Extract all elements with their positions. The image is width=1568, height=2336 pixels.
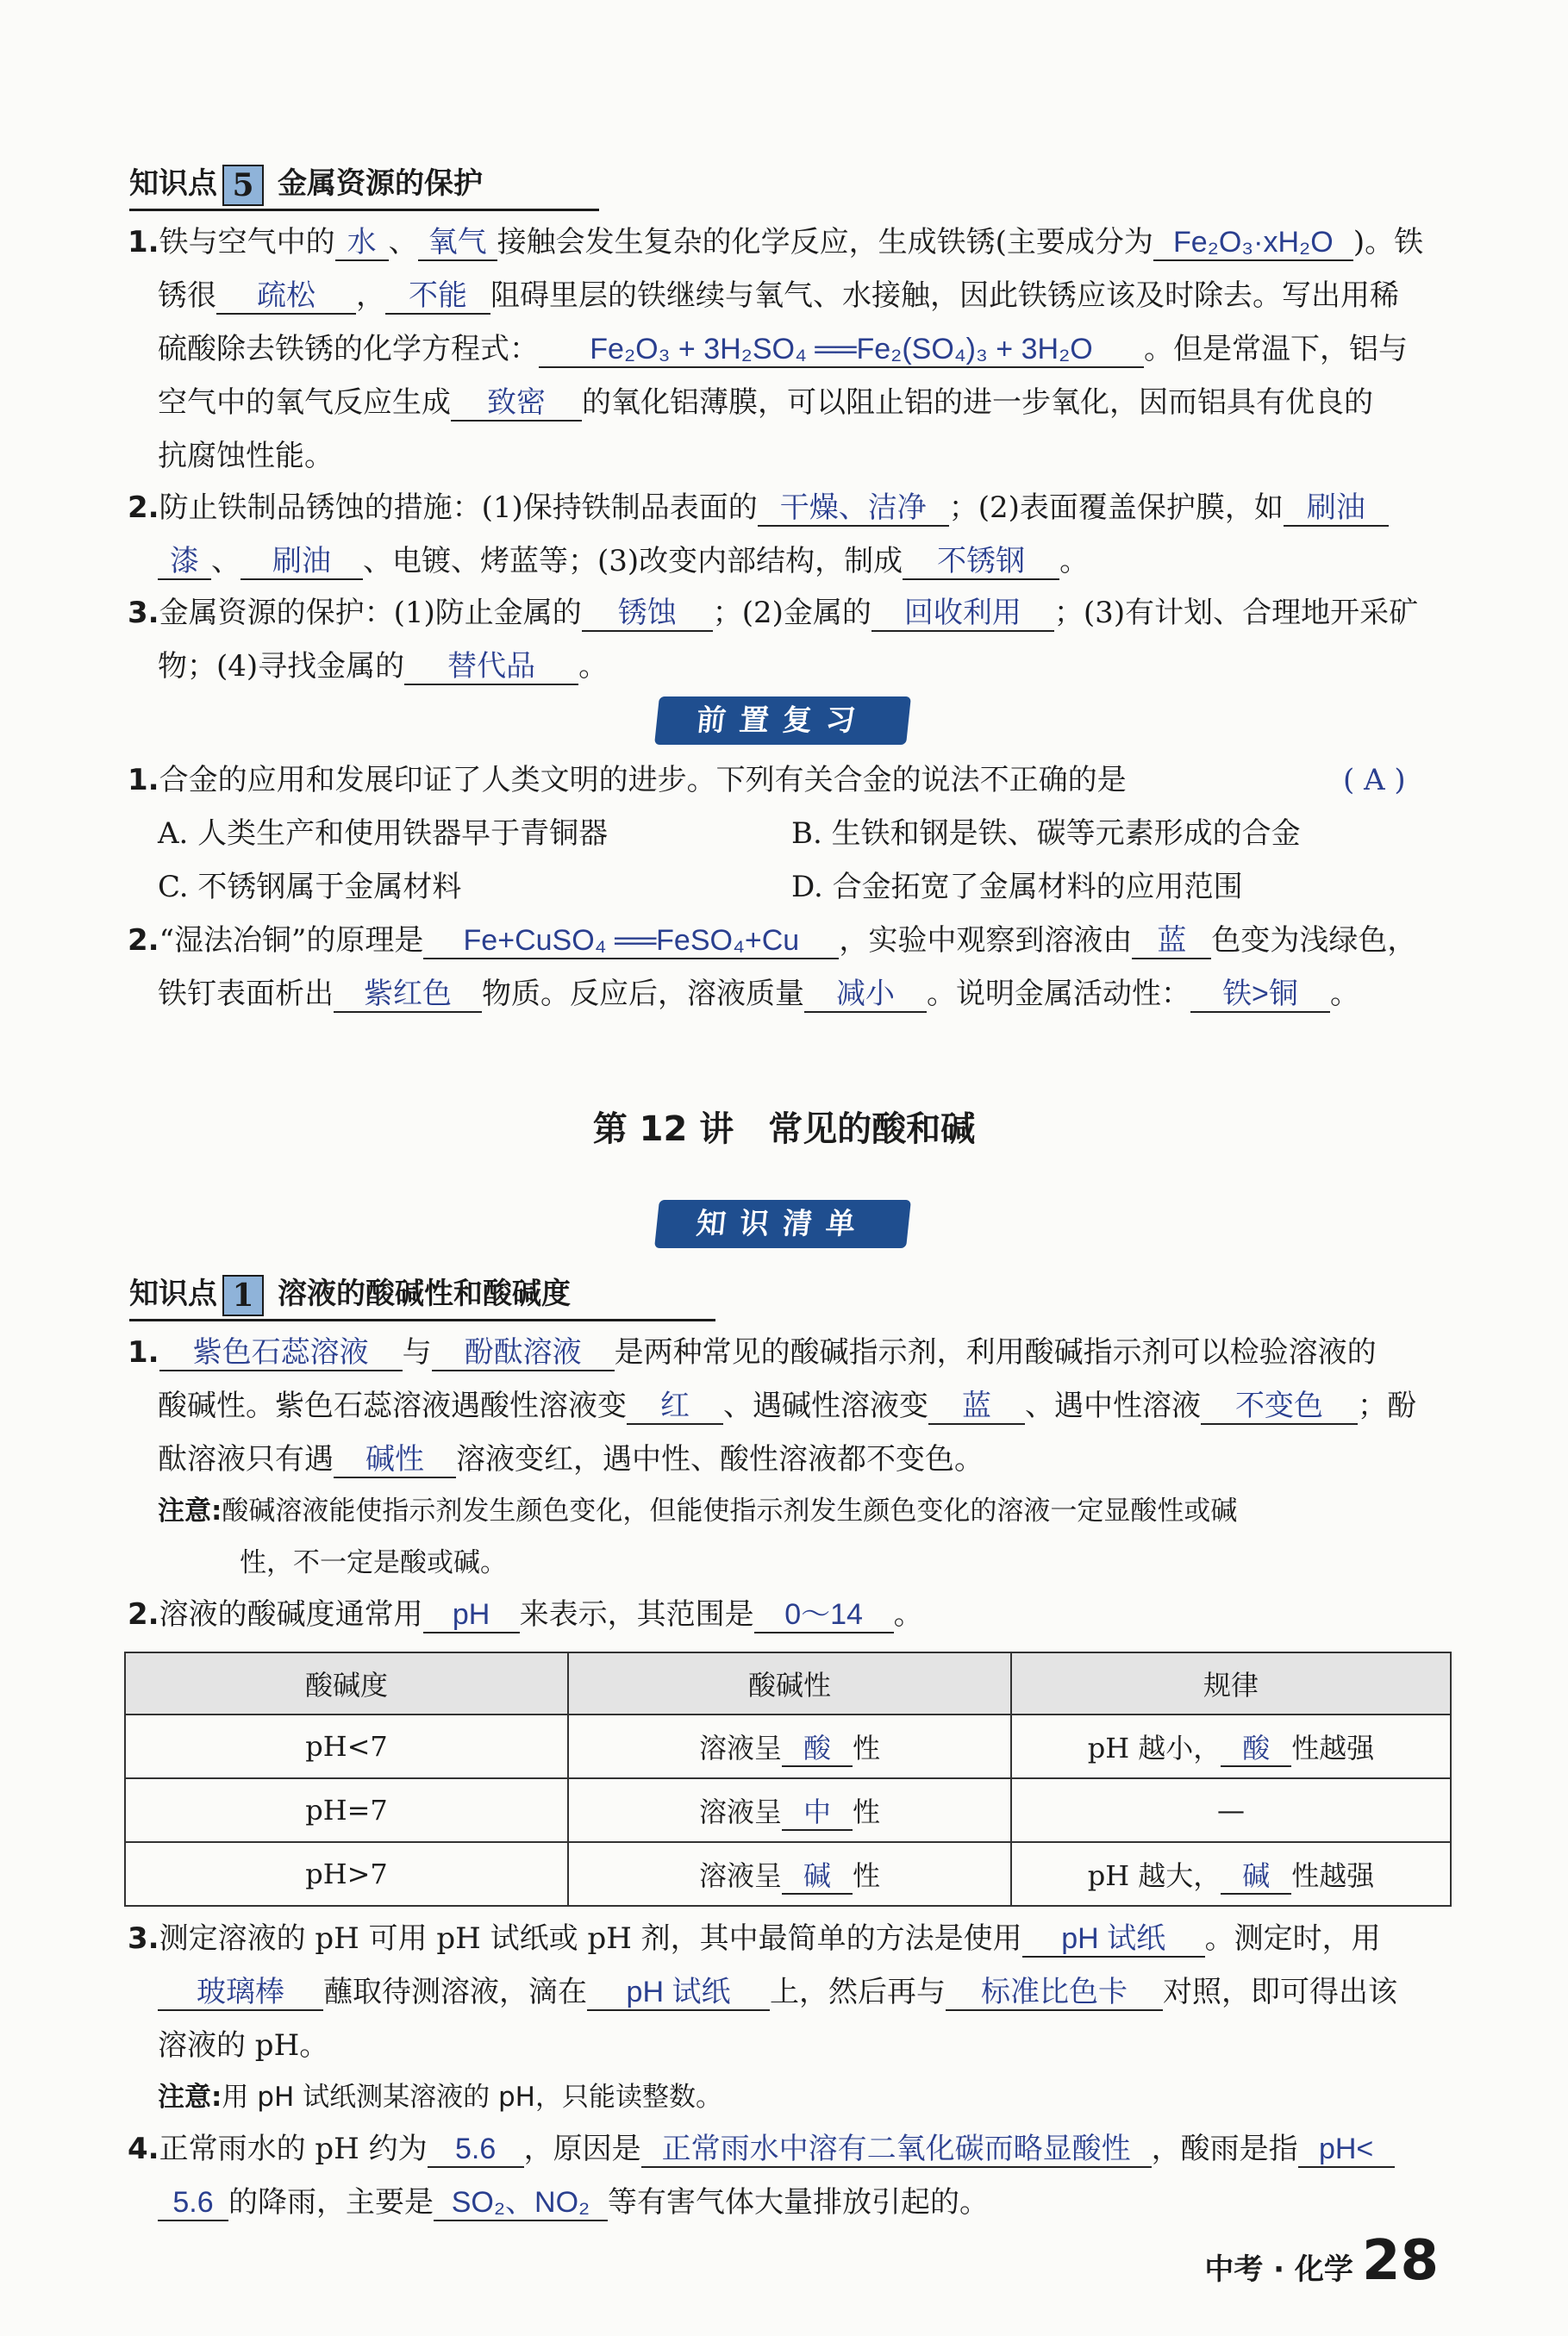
answer-blank: 疏松 (216, 278, 356, 315)
k5-q2-line2: 漆 、 刷油 、电镀、烤蓝等；(3)改变内部结构，制成 不锈钢 。 (0, 541, 1568, 581)
answer-blank: 刷油 (1284, 490, 1389, 527)
page-number: 28 (1361, 2229, 1439, 2293)
k1-q1-line3: 酞溶液只有遇 碱性 溶液变红，遇中性、酸性溶液都不变色。 (158, 1442, 984, 1477)
answer-blank: pH (423, 1597, 520, 1633)
answer-blank: pH< (1298, 2132, 1395, 2168)
answer-blank: 紫红色 (334, 977, 482, 1013)
k1-q3-line1: 3.测定溶液的 pH 可用 pH 试纸或 pH 剂，其中最简单的方法是使用 pH 试纸 。测定时，用 (128, 1921, 1381, 1956)
answer-blank: 刷油 (241, 544, 363, 580)
k1-q1-line2: 酸碱性。紫色石蕊溶液遇酸性溶液变 红 、遇碱性溶液变 蓝 、遇中性溶液 不变色 ；酚 (158, 1389, 1416, 1423)
section-underline (129, 1319, 715, 1321)
answer-blank: 减小 (804, 977, 927, 1013)
section-label: 知识点 (129, 1277, 217, 1311)
k5-q2-line1: 2.防止铁制品锈蚀的措施：(1)保持铁制品表面的 干燥、洁净 ；(2)表面覆盖保护膜，如 刷油 (0, 488, 1568, 528)
review-banner: 前置复习 (654, 696, 911, 745)
answer-blank: SO₂、NO₂ (434, 2185, 608, 2221)
answer-blank: 氧气 (418, 225, 497, 261)
answer-blank: pH 试纸 (1022, 1921, 1205, 1958)
section-title: 金属资源的保护 (278, 166, 483, 201)
answer-blank: 水 (335, 225, 389, 261)
review-q1-stem: 1.合金的应用和发展印证了人类文明的进步。下列有关合金的说法不正确的是 (128, 763, 1127, 797)
answer-blank: 红 (627, 1389, 723, 1425)
k1-q3-note: 注意:用 pH 试纸测某溶液的 pH，只能读整数。 (158, 2082, 722, 2113)
k1-q1-note-line1: 注意:酸碱溶液能使指示剂发生颜色变化，但能使指示剂发生颜色变化的溶液一定显酸性或碱 (158, 1496, 1238, 1527)
k5-q1-line5: 抗腐蚀性能。 (158, 439, 334, 473)
k5-q1-line1: 1.铁与空气中的 水 、 氧气 接触会发生复杂的化学反应，生成铁锈(主要成分为 Fe₂O₃·xH₂O )。铁 (128, 225, 1424, 259)
review-q2-line2: 铁钉表面析出 紫红色 物质。反应后，溶液质量 减小 。说明金属活动性： 铁>铜 。 (158, 977, 1359, 1011)
k1-q3-line3: 溶液的 pH。 (158, 2028, 329, 2063)
answer-blank: 替代品 (404, 649, 578, 685)
table-header-row (125, 1652, 1451, 1715)
option-a: A. 人类生产和使用铁器早于青铜器 (158, 816, 609, 851)
table-header: 酸碱度 (125, 1652, 568, 1715)
k5-q1-line3: 硫酸除去铁锈的化学方程式： Fe₂O₃ + 3H₂SO₄ ══Fe₂(SO₄)₃ + 3H₂O 。但是常温下，铝与 (158, 332, 1408, 366)
answer-blank: 不变色 (1201, 1389, 1358, 1425)
table-header: 规律 (1011, 1652, 1451, 1715)
answer-blank: 碱性 (334, 1442, 456, 1478)
answer-blank: 不能 (385, 278, 490, 315)
section-heading-k1 (129, 1272, 571, 1316)
answer-blank: 酸 (782, 1731, 853, 1767)
ph-table (124, 1652, 1452, 1907)
answer-blank: 5.6 (158, 2185, 228, 2221)
answer-blank: 酚酞溶液 (432, 1335, 615, 1371)
answer-blank: 蓝 (1132, 923, 1211, 959)
table-row: pH>7 溶液呈 碱 性 pH 越大， 碱 性越强 (125, 1842, 1451, 1906)
answer-blank: 5.6 (428, 2132, 524, 2168)
table-header: 酸碱性 (568, 1652, 1011, 1715)
section-underline (129, 209, 599, 211)
k1-q2-line: 2.溶液的酸碱度通常用 pH 来表示，其范围是 0～14 。 (128, 1597, 923, 1632)
answer-blank: Fe₂O₃ + 3H₂SO₄ ══Fe₂(SO₄)₃ + 3H₂O (539, 332, 1144, 368)
answer-blank: 致密 (451, 385, 582, 422)
k1-q4-line2: 5.6 的降雨，主要是 SO₂、NO₂ 等有害气体大量排放引起的。 (0, 2183, 1568, 2222)
table-row: pH<7 溶液呈 酸 性 pH 越小， 酸 性越强 (125, 1715, 1451, 1778)
review-q2-line1: 2.“湿法冶铜”的原理是 Fe+CuSO₄ ══FeSO₄+Cu ，实验中观察到溶液由 蓝 色变为浅绿色， (128, 923, 1417, 958)
section-number-badge: 5 (222, 165, 264, 206)
section-label: 知识点 (129, 166, 217, 201)
answer-blank: 紫色石蕊溶液 (159, 1335, 403, 1371)
answer-blank: 碱 (782, 1858, 853, 1895)
answer-blank: 干燥、洁净 (758, 490, 949, 527)
answer-blank: 不锈钢 (903, 544, 1059, 580)
answer-blank: 锈蚀 (582, 596, 713, 632)
answer-blank: Fe₂O₃·xH₂O (1153, 225, 1353, 261)
answer-blank: 碱 (1221, 1858, 1291, 1895)
option-d: D. 合金拓宽了金属材料的应用范围 (791, 870, 1243, 904)
k5-q1-line2: 锈很 疏松 ， 不能 阻碍里层的铁继续与氧气、水接触，因此铁锈应该及时除去。写出用稀 (158, 278, 1399, 313)
k1-q3-line2: 玻璃棒 蘸取待测溶液，滴在 pH 试纸 上，然后再与 标准比色卡 对照，即可得出该 (0, 1972, 1568, 2012)
option-b: B. 生铁和钢是铁、碳等元素形成的合金 (791, 816, 1301, 851)
review-q1-answer: ( A ) (1343, 763, 1406, 797)
k5-q3-line2: 物；(4)寻找金属的 替代品 。 (158, 649, 609, 684)
answer-blank: 标准比色卡 (946, 1975, 1163, 2011)
answer-blank: 中 (782, 1795, 853, 1831)
answer-blank: 正常雨水中溶有二氧化碳而略显酸性 (641, 2132, 1152, 2168)
k5-q1-line4: 空气中的氧气反应生成 致密 的氧化铝薄膜，可以阻止铝的进一步氧化，因而铝具有优良的 (158, 385, 1373, 420)
answer-blank: 蓝 (928, 1389, 1025, 1425)
answer-blank: pH 试纸 (587, 1975, 770, 2011)
answer-blank: 铁>铜 (1190, 977, 1330, 1013)
k1-q4-line1: 4.正常雨水的 pH 约为 5.6 ，原因是 正常雨水中溶有二氧化碳而略显酸性 ，酸雨是指 pH< (0, 2129, 1568, 2169)
answer-blank: 玻璃棒 (158, 1975, 323, 2011)
checklist-banner: 知识清单 (654, 1200, 911, 1248)
option-c: C. 不锈钢属于金属材料 (158, 870, 462, 904)
answer-blank: 酸 (1221, 1731, 1291, 1767)
table-row: pH=7 溶液呈 中 性 — (125, 1778, 1451, 1842)
k5-q3-line1: 3.金属资源的保护：(1)防止金属的 锈蚀 ；(2)金属的 回收利用 ；(3)有计划、合理地开采矿 (128, 596, 1419, 630)
answer-blank: 漆 (158, 544, 211, 580)
answer-blank: 回收利用 (871, 596, 1054, 632)
answer-blank: Fe+CuSO₄ ══FeSO₄+Cu (423, 923, 839, 959)
section-title: 溶液的酸碱性和酸碱度 (278, 1277, 571, 1311)
footer-label: 中考 · 化学 (1204, 2252, 1353, 2287)
answer-blank: 0～14 (754, 1597, 894, 1633)
page-footer (1204, 2229, 1439, 2293)
section-heading-k5 (129, 162, 483, 206)
k1-q1-line1: 1. 紫色石蕊溶液 与 酚酞溶液 是两种常见的酸碱指示剂，利用酸碱指示剂可以检验溶液的 (128, 1335, 1377, 1370)
section-number-badge: 1 (222, 1275, 264, 1316)
k1-q1-note-line2: 性，不一定是酸或碱。 (240, 1547, 507, 1578)
lecture-title: 第 12 讲 常见的酸和碱 (592, 1109, 976, 1149)
